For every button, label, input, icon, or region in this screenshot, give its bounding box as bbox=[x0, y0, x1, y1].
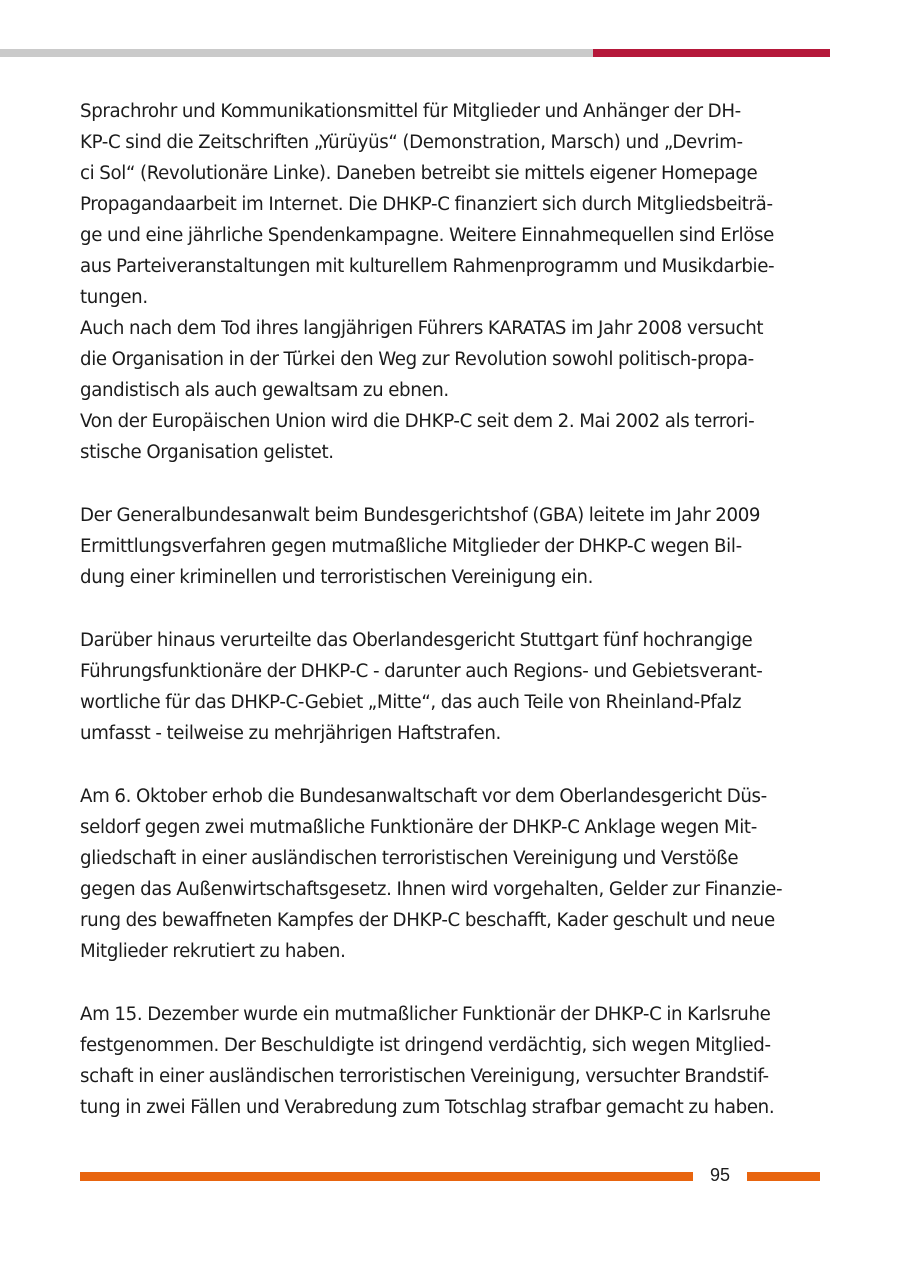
header-rule-grey bbox=[0, 49, 593, 57]
text-line: schaft in einer ausländischen terroristischen Vereinigung, versuchter Brandstif- bbox=[80, 1066, 769, 1087]
text-line: rung des bewaffneten Kampfes der DHKP-C beschafft, Kader geschult und neue bbox=[80, 910, 775, 931]
paragraph-2 bbox=[80, 500, 820, 593]
text-line: die Organisation in der Türkei den Weg zur Revolution sowohl politisch-propa- bbox=[80, 349, 754, 370]
text-line: Mitglieder rekrutiert zu haben. bbox=[80, 941, 346, 962]
page-number: 95 bbox=[709, 1165, 731, 1185]
text-line: Am 6. Oktober erhob die Bundesanwaltschaft vor dem Oberlandesgericht Düs- bbox=[80, 786, 767, 807]
text-line: Auch nach dem Tod ihres langjährigen Führers KARATAS im Jahr 2008 versucht bbox=[80, 318, 764, 339]
header-rule-accent bbox=[593, 49, 830, 57]
paragraph-1 bbox=[80, 96, 820, 468]
text-line: Ermittlungsverfahren gegen mutmaßliche Mitglieder der DHKP-C wegen Bil- bbox=[80, 536, 742, 557]
paragraph-5 bbox=[80, 999, 820, 1123]
paragraph-gap bbox=[80, 749, 820, 781]
page-body bbox=[80, 96, 820, 1123]
text-line: gliedschaft in einer ausländischen terroristischen Vereinigung und Verstöße bbox=[80, 848, 739, 869]
text-line: wortliche für das DHKP-C-Gebiet „Mitte“, das auch Teile von Rheinland-Pfalz bbox=[80, 692, 742, 713]
text-line: festgenommen. Der Beschuldigte ist dringend verdächtig, sich wegen Mitglied- bbox=[80, 1035, 771, 1056]
text-line: tungen. bbox=[80, 287, 148, 308]
text-line: KP-C sind die Zeitschriften „Yürüyüs“ (Demonstration, Marsch) und „Devrim- bbox=[80, 132, 743, 153]
footer-rule-left bbox=[80, 1172, 693, 1181]
text-line: tung in zwei Fällen und Verabredung zum Totschlag strafbar gemacht zu haben. bbox=[80, 1097, 775, 1118]
text-line: dung einer kriminellen und terroristischen Vereinigung ein. bbox=[80, 567, 593, 588]
text-line: Der Generalbundesanwalt beim Bundesgerichtshof (GBA) leitete im Jahr 2009 bbox=[80, 505, 761, 526]
text-line: stische Organisation gelistet. bbox=[80, 442, 334, 463]
paragraph-3 bbox=[80, 625, 820, 749]
footer-rule-right bbox=[747, 1172, 820, 1181]
text-line: ci Sol“ (Revolutionäre Linke). Daneben betreibt sie mittels eigener Homepage bbox=[80, 163, 758, 184]
paragraph-gap bbox=[80, 593, 820, 625]
text-line: gegen das Außenwirtschaftsgesetz. Ihnen wird vorgehalten, Gelder zur Finanzie- bbox=[80, 879, 783, 900]
text-line: gandistisch als auch gewaltsam zu ebnen. bbox=[80, 380, 449, 401]
text-line: Am 15. Dezember wurde ein mutmaßlicher Funktionär der DHKP-C in Karlsruhe bbox=[80, 1004, 771, 1025]
text-line: umfasst - teilweise zu mehrjährigen Haftstrafen. bbox=[80, 723, 501, 744]
text-line: ge und eine jährliche Spendenkampagne. Weitere Einnahmequellen sind Erlöse bbox=[80, 225, 774, 246]
text-line: Führungsfunktionäre der DHKP-C - darunter auch Regions- und Gebietsverant- bbox=[80, 661, 763, 682]
paragraph-4 bbox=[80, 781, 820, 967]
text-line: Propagandaarbeit im Internet. Die DHKP-C finanziert sich durch Mitgliedsbeiträ- bbox=[80, 194, 773, 215]
paragraph-gap bbox=[80, 468, 820, 500]
text-line: Sprachrohr und Kommunikationsmittel für Mitglieder und Anhänger der DH- bbox=[80, 101, 741, 122]
text-line: Darüber hinaus verurteilte das Oberlandesgericht Stuttgart fünf hochrangige bbox=[80, 630, 753, 651]
paragraph-gap bbox=[80, 967, 820, 999]
text-line: Von der Europäischen Union wird die DHKP-C seit dem 2. Mai 2002 als terrori- bbox=[80, 411, 755, 432]
text-line: aus Parteiveranstaltungen mit kulturellem Rahmenprogramm und Musikdarbie- bbox=[80, 256, 775, 277]
text-line: seldorf gegen zwei mutmaßliche Funktionäre der DHKP-C Anklage wegen Mit- bbox=[80, 817, 757, 838]
